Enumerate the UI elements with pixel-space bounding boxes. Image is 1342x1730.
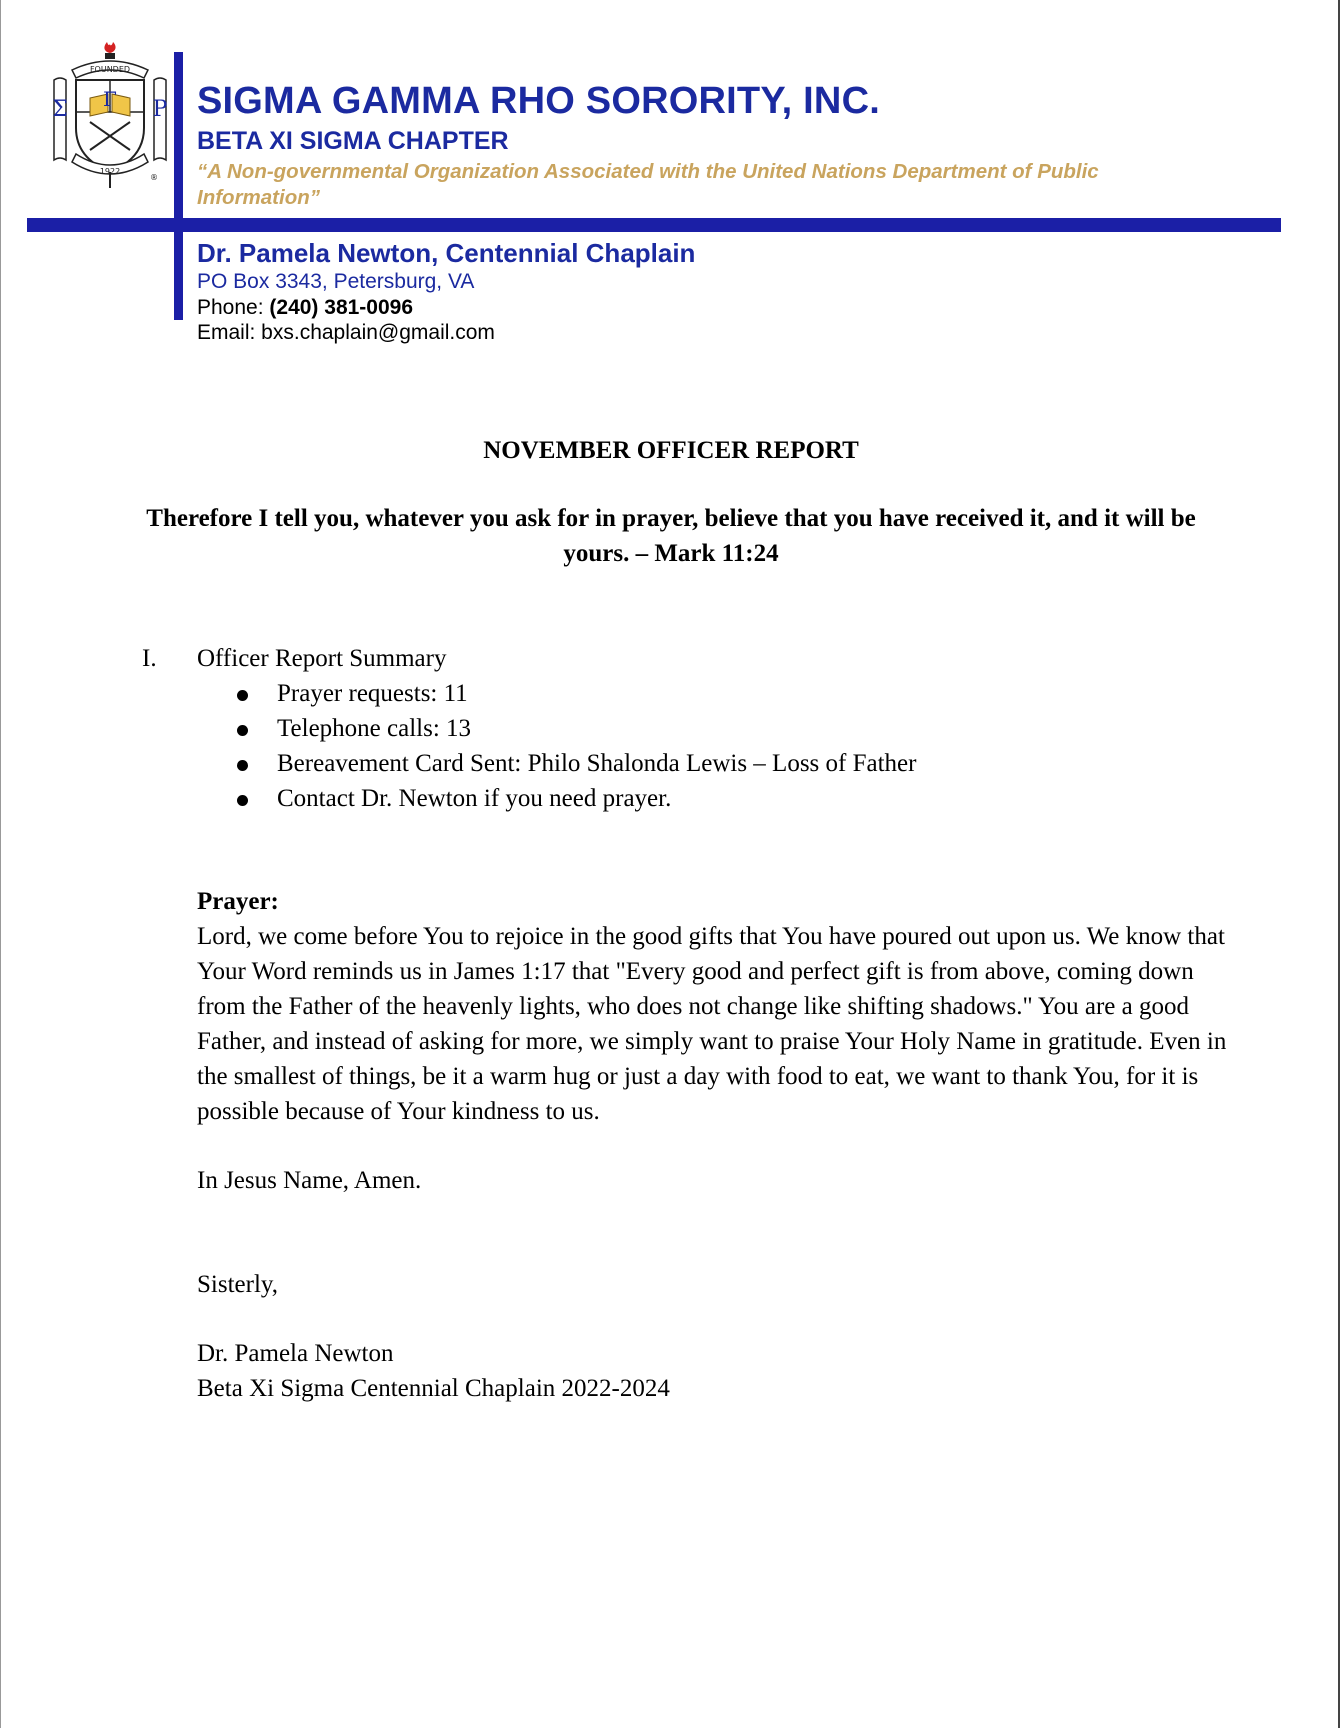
bullet-icon	[237, 725, 248, 736]
list-item-text: Bereavement Card Sent: Philo Shalonda Lewis – Loss of Father	[277, 750, 917, 777]
organization-name: SIGMA GAMMA RHO SORORITY, INC.	[197, 80, 880, 122]
crest-registered-mark: ®	[150, 173, 158, 182]
phone-label: Phone:	[197, 296, 270, 319]
scripture-verse: Therefore I tell you, whatever you ask for in prayer, believe that you have received it, and it will be yours. – Mark 11:24	[146, 505, 1196, 567]
phone-number: (240) 381-0096	[269, 296, 414, 319]
list-item	[237, 746, 916, 781]
summary-list	[237, 676, 916, 816]
crest-founded-text: FOUNDED	[89, 65, 131, 74]
list-item-text: Contact Dr. Newton if you need prayer.	[277, 785, 672, 812]
list-item	[237, 711, 916, 746]
prayer-amen: In Jesus Name, Amen.	[197, 1167, 422, 1194]
prayer-heading: Prayer:	[197, 888, 279, 915]
crest-year-text: 1922	[99, 167, 121, 176]
letterhead-vertical-rule	[174, 52, 183, 320]
sender-block	[197, 237, 695, 345]
signer-name: Dr. Pamela Newton	[197, 1340, 394, 1367]
prayer-body: Lord, we come before You to rejoice in the good gifts that You have poured out upon us. We know that Your Word reminds us in James 1:17 that "Every good and perfect gift is from above, coming down from the Father of the heavenly lights, who does not change like shifting shadows." You are a good Father, and instead of asking for more, we simply want to praise Your Holy Name in gratitude. Even in the smallest of things, be it a warm hug or just a day with food to eat, we want to thank You, for it is possible because of Your kindness to us.	[197, 923, 1227, 1125]
crest-letter-rho: Ρ	[152, 97, 168, 122]
prayer-section	[197, 884, 1227, 1129]
sender-email: Email: bxs.chaplain@gmail.com	[197, 321, 495, 344]
bullet-icon	[237, 760, 248, 771]
bullet-icon	[237, 690, 248, 701]
sender-name: Dr. Pamela Newton, Centennial Chaplain	[197, 238, 696, 268]
bullet-icon	[237, 795, 248, 806]
report-title: NOVEMBER OFFICER REPORT	[483, 437, 859, 464]
section-numeral: I.	[142, 645, 157, 672]
list-item	[237, 781, 916, 816]
signer-title: Beta Xi Sigma Centennial Chaplain 2022-2024	[197, 1375, 670, 1402]
list-item-text: Prayer requests: 11	[277, 680, 468, 707]
sender-phone	[197, 295, 695, 320]
section-title: Officer Report Summary	[197, 645, 447, 672]
organization-tagline: “A Non-governmental Organization Associated with the United Nations Department of Public Information”	[197, 160, 1099, 209]
letterhead-horizontal-rule	[27, 218, 1281, 232]
list-item-text: Telephone calls: 13	[277, 715, 472, 742]
sender-address: PO Box 3343, Petersburg, VA	[197, 270, 475, 293]
sorority-crest-logo	[50, 40, 170, 190]
closing-salutation: Sisterly,	[197, 1271, 279, 1298]
crest-letter-gamma: Γ	[103, 87, 117, 111]
chapter-name: BETA XI SIGMA CHAPTER	[197, 127, 509, 155]
list-item	[237, 676, 916, 711]
crest-letter-sigma: Σ	[52, 97, 68, 122]
